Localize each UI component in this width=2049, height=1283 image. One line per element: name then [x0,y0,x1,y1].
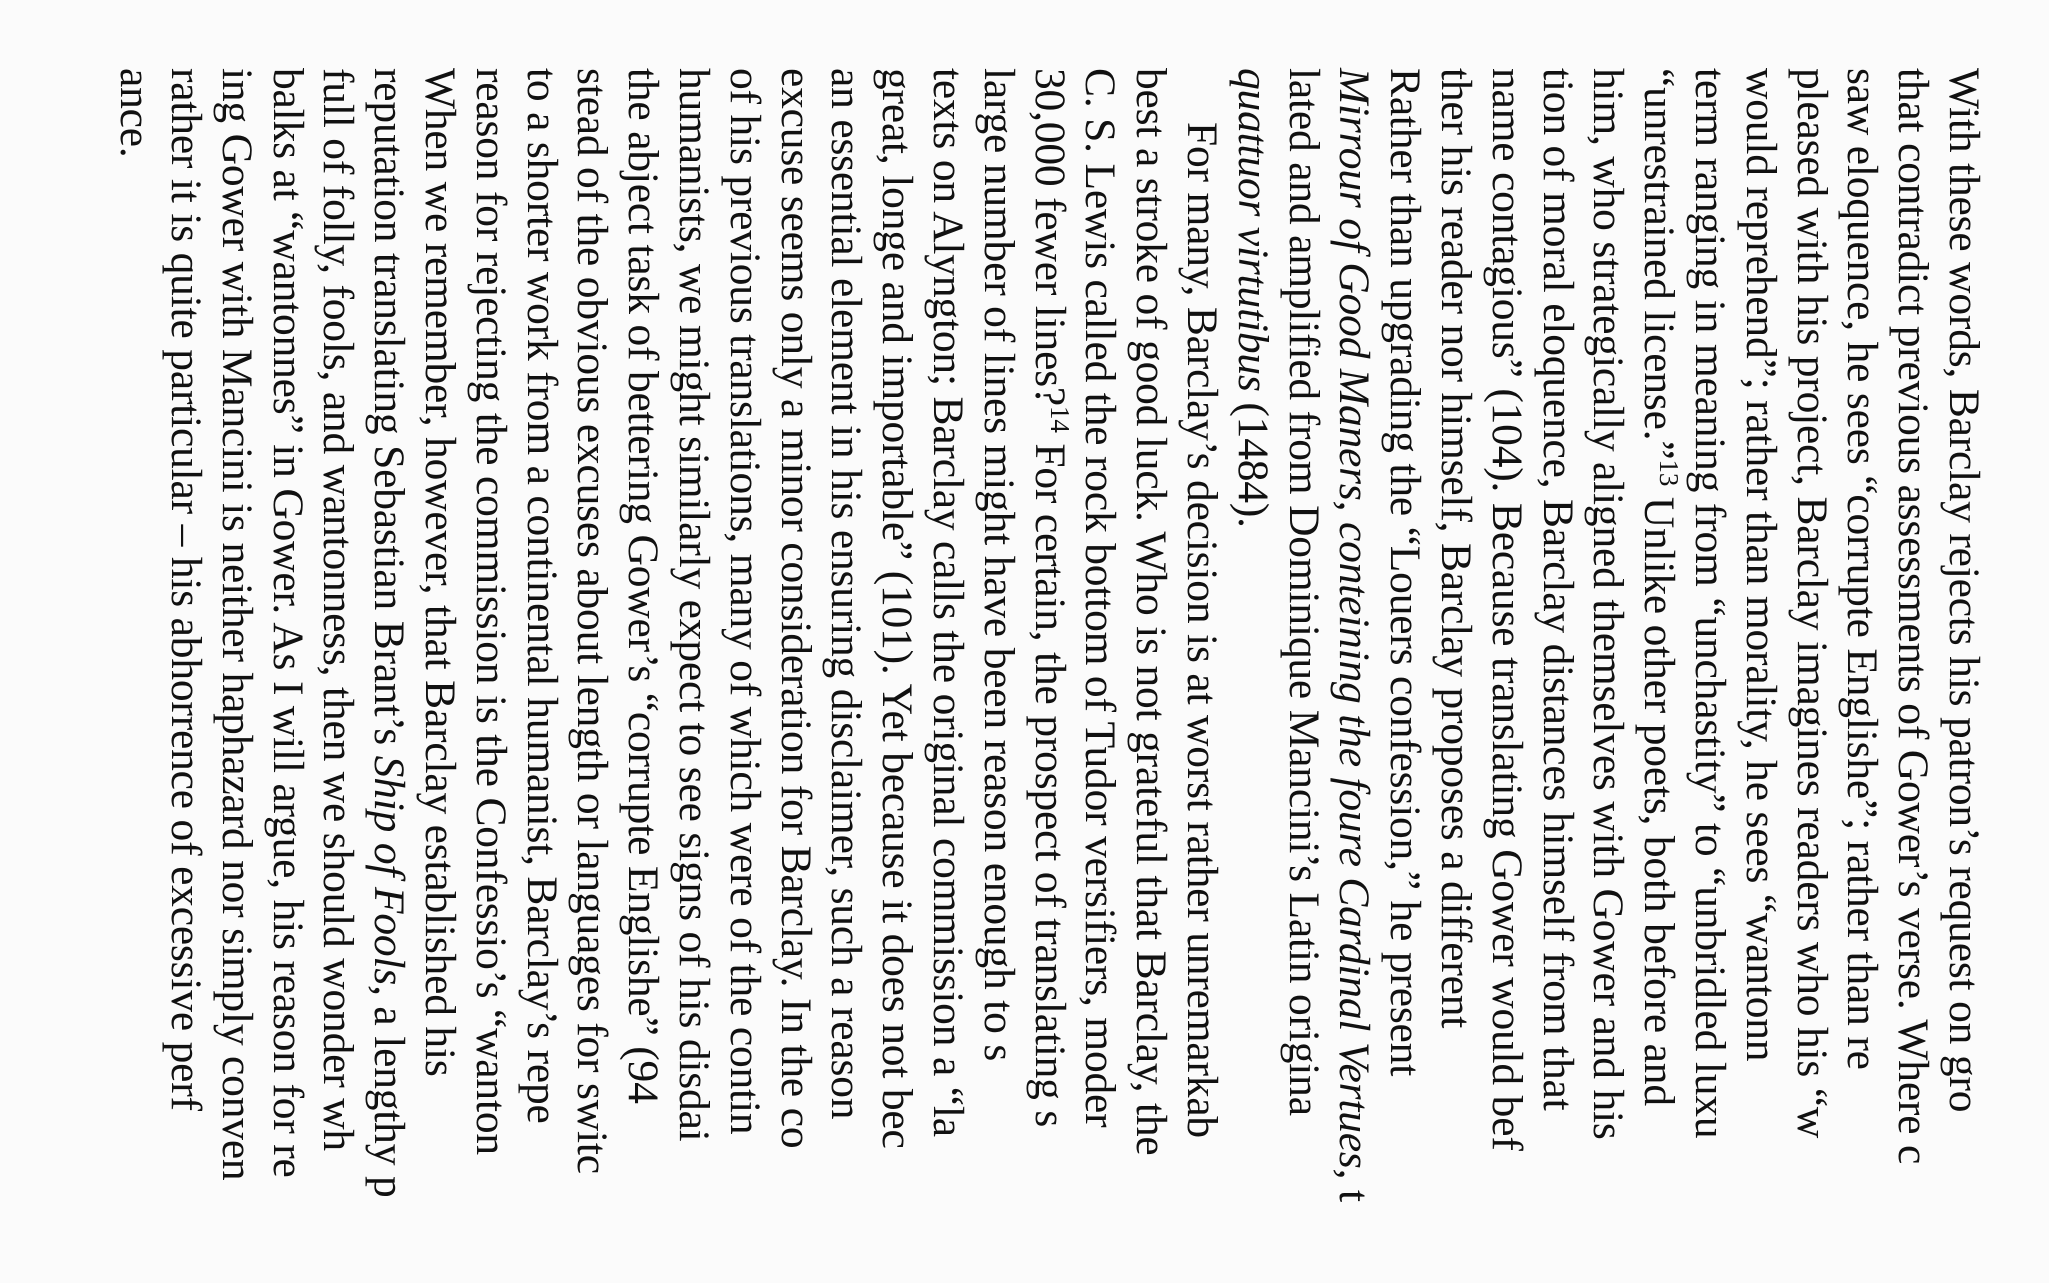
line-text: Unlike other poets, both before and [1635,486,1684,1106]
text-line [364,68,415,1283]
line-text: “unrestrained license.” [1635,68,1684,460]
text-line: to a shorter work from a continental humanist, Barclay’s repe [517,68,566,1124]
text-line [1329,68,1380,1283]
text-line: stead of the obvious excuses about length or languages for switc [568,68,617,1174]
text-line: Rather than upgrading the “Louers confession,” he present [1381,68,1430,1077]
line-text: t [1330,1179,1379,1202]
text-line: For many, Barclay’s decision is at worst rather unremarkab [1178,122,1227,1138]
text-line: great, longe and importable” (101). Yet because it does not bec [873,68,922,1149]
line-text: For certain, the prospect of translating s [1025,432,1074,1128]
text-line: ther his reader nor himself, Barclay proposes a different [1432,68,1481,1029]
text-line: With these words, Barclay rejects his patron’s request on gro [1940,68,1988,1113]
text-line: texts on Alyngton; Barclay calls the original commission a “la [924,68,973,1137]
text-line: ance. [111,68,160,158]
text-line: When we remember, however, that Barclay established his [416,68,465,1077]
text-line [1227,68,1278,1283]
text-line: tion of moral eloquence, Barclay distances himself from that [1533,68,1582,1111]
line-text: reputation translating Sebastian Brant’s [365,68,414,756]
text-line: humanists, we might similarly expect to see signs of his disdai [670,68,719,1142]
text-line: would reprehend”; rather than morality, he sees “wantonn [1736,68,1785,1062]
text-line: the abject task of bettering Gower’s “corrupte Englishe” (94 [619,68,668,1104]
text-line: large number of lines might have been reason enough to s [974,68,1023,1062]
text-line: saw eloquence, he sees “corrupte Englishe”; rather than re [1838,68,1887,1070]
text-line: reason for rejecting the commission is the Confessio’s “wanton [466,68,515,1155]
text-line: balks at “wantonnes” in Gower. As I will argue, his reason for re [263,68,312,1178]
line-text: (1484). [1228,391,1277,528]
text-line: term ranging in meaning from “unchastity” to “unbridled luxu [1686,68,1735,1139]
footnote-marker: 14 [1044,406,1075,433]
italic-title: Mirrour of Good Maners, conteining the foure Cardinal Vertues, [1330,68,1379,1180]
text-line [1024,68,1075,1283]
footnote-marker: 13 [1654,459,1685,487]
text-line: lated and amplified from Dominique Mancini’s Latin origina [1279,68,1328,1116]
italic-title: quattuor virtutibus [1228,68,1277,392]
line-text: a lengthy p [365,995,414,1198]
text-line: pleased with his project, Barclay imagines readers who his “w [1787,68,1836,1139]
text-line: of his previous translations, many of which were of the contin [720,68,769,1135]
body-text [110,68,1989,1283]
text-line: full of folly, fools, and wantonness, then we should wonder wh [314,68,363,1151]
text-line: excuse seems only a minor consideration for Barclay. In the co [771,68,820,1149]
text-line: him, who strategically aligned themselves with Gower and his [1584,68,1633,1140]
line-text: 30,000 fewer lines? [1025,68,1074,407]
italic-title: Ship of Fools, [365,755,414,996]
text-line: an essential element in his ensuring disclaimer, such a reason [822,68,871,1120]
text-line: best a stroke of good luck. Who is not grateful that Barclay, the [1127,68,1176,1156]
text-line: that contradict previous assessments of Gower’s verse. Where c [1889,68,1938,1165]
text-line: ing Gower with Mancini is neither haphazard nor simply conven [212,68,261,1181]
text-line: C. S. Lewis called the rock bottom of Tudor versifiers, moder [1076,68,1125,1128]
text-line: rather it is quite particular – his abhorrence of excessive perf [162,68,211,1111]
text-line: name contagious” (104). Because translating Gower would bef [1482,68,1531,1151]
text-line [1633,68,1684,1283]
